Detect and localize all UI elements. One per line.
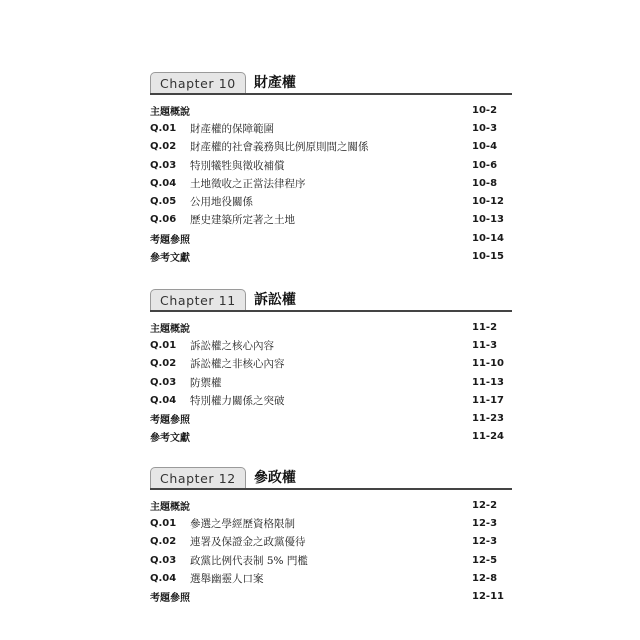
toc-entries xyxy=(150,101,512,266)
toc-entry xyxy=(150,355,512,373)
question-number: Q.03 xyxy=(150,554,177,566)
entry-label: 財產權的社會義務與比例原則間之關係 xyxy=(190,141,369,154)
page-number: 12-5 xyxy=(472,554,498,566)
question-number: Q.06 xyxy=(150,214,177,226)
chapter-tab: Chapter 10 xyxy=(150,72,246,93)
chapter-header xyxy=(150,466,512,490)
page-number: 11-17 xyxy=(472,394,504,406)
chapter-title: 參政權 xyxy=(253,470,296,486)
question-number: Q.03 xyxy=(150,376,177,388)
toc-entry xyxy=(150,247,512,265)
chapter-tab: Chapter 12 xyxy=(150,467,246,488)
toc-entries xyxy=(150,318,512,446)
toc-entry xyxy=(150,156,512,174)
question-number: Q.03 xyxy=(150,159,177,171)
page-number: 11-23 xyxy=(472,413,504,425)
page-number: 11-2 xyxy=(472,321,498,333)
question-number: Q.01 xyxy=(150,339,177,351)
entry-label: 主題概說 xyxy=(150,323,190,335)
page-number: 12-8 xyxy=(472,572,498,584)
toc-entry xyxy=(150,192,512,210)
page-number: 10-3 xyxy=(472,122,498,134)
entry-label: 訴訟權之核心內容 xyxy=(190,339,274,352)
toc-entry xyxy=(150,496,512,514)
entry-label: 參選之學經歷資格限制 xyxy=(190,517,295,530)
chapter-tab: Chapter 11 xyxy=(150,289,246,310)
chapter-12 xyxy=(150,466,512,606)
entry-label: 主題概說 xyxy=(150,501,190,513)
question-number: Q.02 xyxy=(150,536,177,548)
entry-label: 考題參照 xyxy=(150,415,190,427)
toc-entry xyxy=(150,551,512,569)
toc-entry xyxy=(150,211,512,229)
question-number: Q.04 xyxy=(150,572,177,584)
chapter-header xyxy=(150,288,512,312)
page-number: 10-4 xyxy=(472,141,498,153)
entry-label: 財產權的保障範圍 xyxy=(190,122,274,135)
entry-label: 防禦權 xyxy=(190,376,222,389)
toc-entry xyxy=(150,138,512,156)
page-number: 10-15 xyxy=(472,251,504,263)
toc-entry xyxy=(150,101,512,119)
entry-label: 連署及保證金之政黨優待 xyxy=(190,536,306,549)
chapter-header xyxy=(150,71,512,95)
entry-label: 參考文獻 xyxy=(150,433,190,445)
entry-label: 考題參照 xyxy=(150,234,190,246)
page-number: 12-3 xyxy=(472,536,498,548)
toc-entry xyxy=(150,587,512,605)
toc-entry xyxy=(150,409,512,427)
page-number: 12-11 xyxy=(472,591,504,603)
question-number: Q.04 xyxy=(150,394,177,406)
page-number: 11-3 xyxy=(472,339,498,351)
page-number: 10-2 xyxy=(472,104,498,116)
entry-label: 特別犧牲與徵收補償 xyxy=(190,159,285,172)
toc-entry xyxy=(150,174,512,192)
toc-entry xyxy=(150,119,512,137)
toc-entry xyxy=(150,318,512,336)
toc-entry xyxy=(150,514,512,532)
page-number: 10-13 xyxy=(472,214,504,226)
page-number: 11-13 xyxy=(472,376,504,388)
question-number: Q.02 xyxy=(150,141,177,153)
toc-entry xyxy=(150,229,512,247)
entry-label: 參考文獻 xyxy=(150,253,190,265)
toc-entry xyxy=(150,428,512,446)
page-number: 10-14 xyxy=(472,232,504,244)
entry-label: 政黨比例代表制 5% 門檻 xyxy=(190,554,308,567)
toc-entry xyxy=(150,373,512,391)
page-number: 11-10 xyxy=(472,358,504,370)
question-number: Q.04 xyxy=(150,177,177,189)
entry-label: 考題參照 xyxy=(150,593,190,605)
chapter-title: 訴訟權 xyxy=(253,292,296,308)
page-number: 10-12 xyxy=(472,196,504,208)
entry-label: 歷史建築所定著之土地 xyxy=(190,214,295,227)
entry-label: 公用地役關係 xyxy=(190,196,253,209)
toc-entry xyxy=(150,569,512,587)
page-number: 10-8 xyxy=(472,177,498,189)
entry-label: 訴訟權之非核心內容 xyxy=(190,358,285,371)
chapter-11 xyxy=(150,288,512,446)
chapter-title: 財產權 xyxy=(253,75,296,91)
question-number: Q.02 xyxy=(150,358,177,370)
entry-label: 主題概說 xyxy=(150,106,190,118)
page-number: 12-2 xyxy=(472,499,498,511)
page-number: 11-24 xyxy=(472,431,504,443)
chapter-10 xyxy=(150,71,512,266)
toc-entry xyxy=(150,533,512,551)
entry-label: 特別權力關係之突破 xyxy=(190,394,285,407)
page-number: 12-3 xyxy=(472,517,498,529)
entry-label: 土地徵收之正當法律程序 xyxy=(190,177,306,190)
question-number: Q.01 xyxy=(150,122,177,134)
toc-entry xyxy=(150,391,512,409)
question-number: Q.05 xyxy=(150,196,177,208)
toc-entries xyxy=(150,496,512,606)
page-number: 10-6 xyxy=(472,159,498,171)
toc-entry xyxy=(150,336,512,354)
question-number: Q.01 xyxy=(150,517,177,529)
entry-label: 選舉幽靈人口案 xyxy=(190,572,264,585)
